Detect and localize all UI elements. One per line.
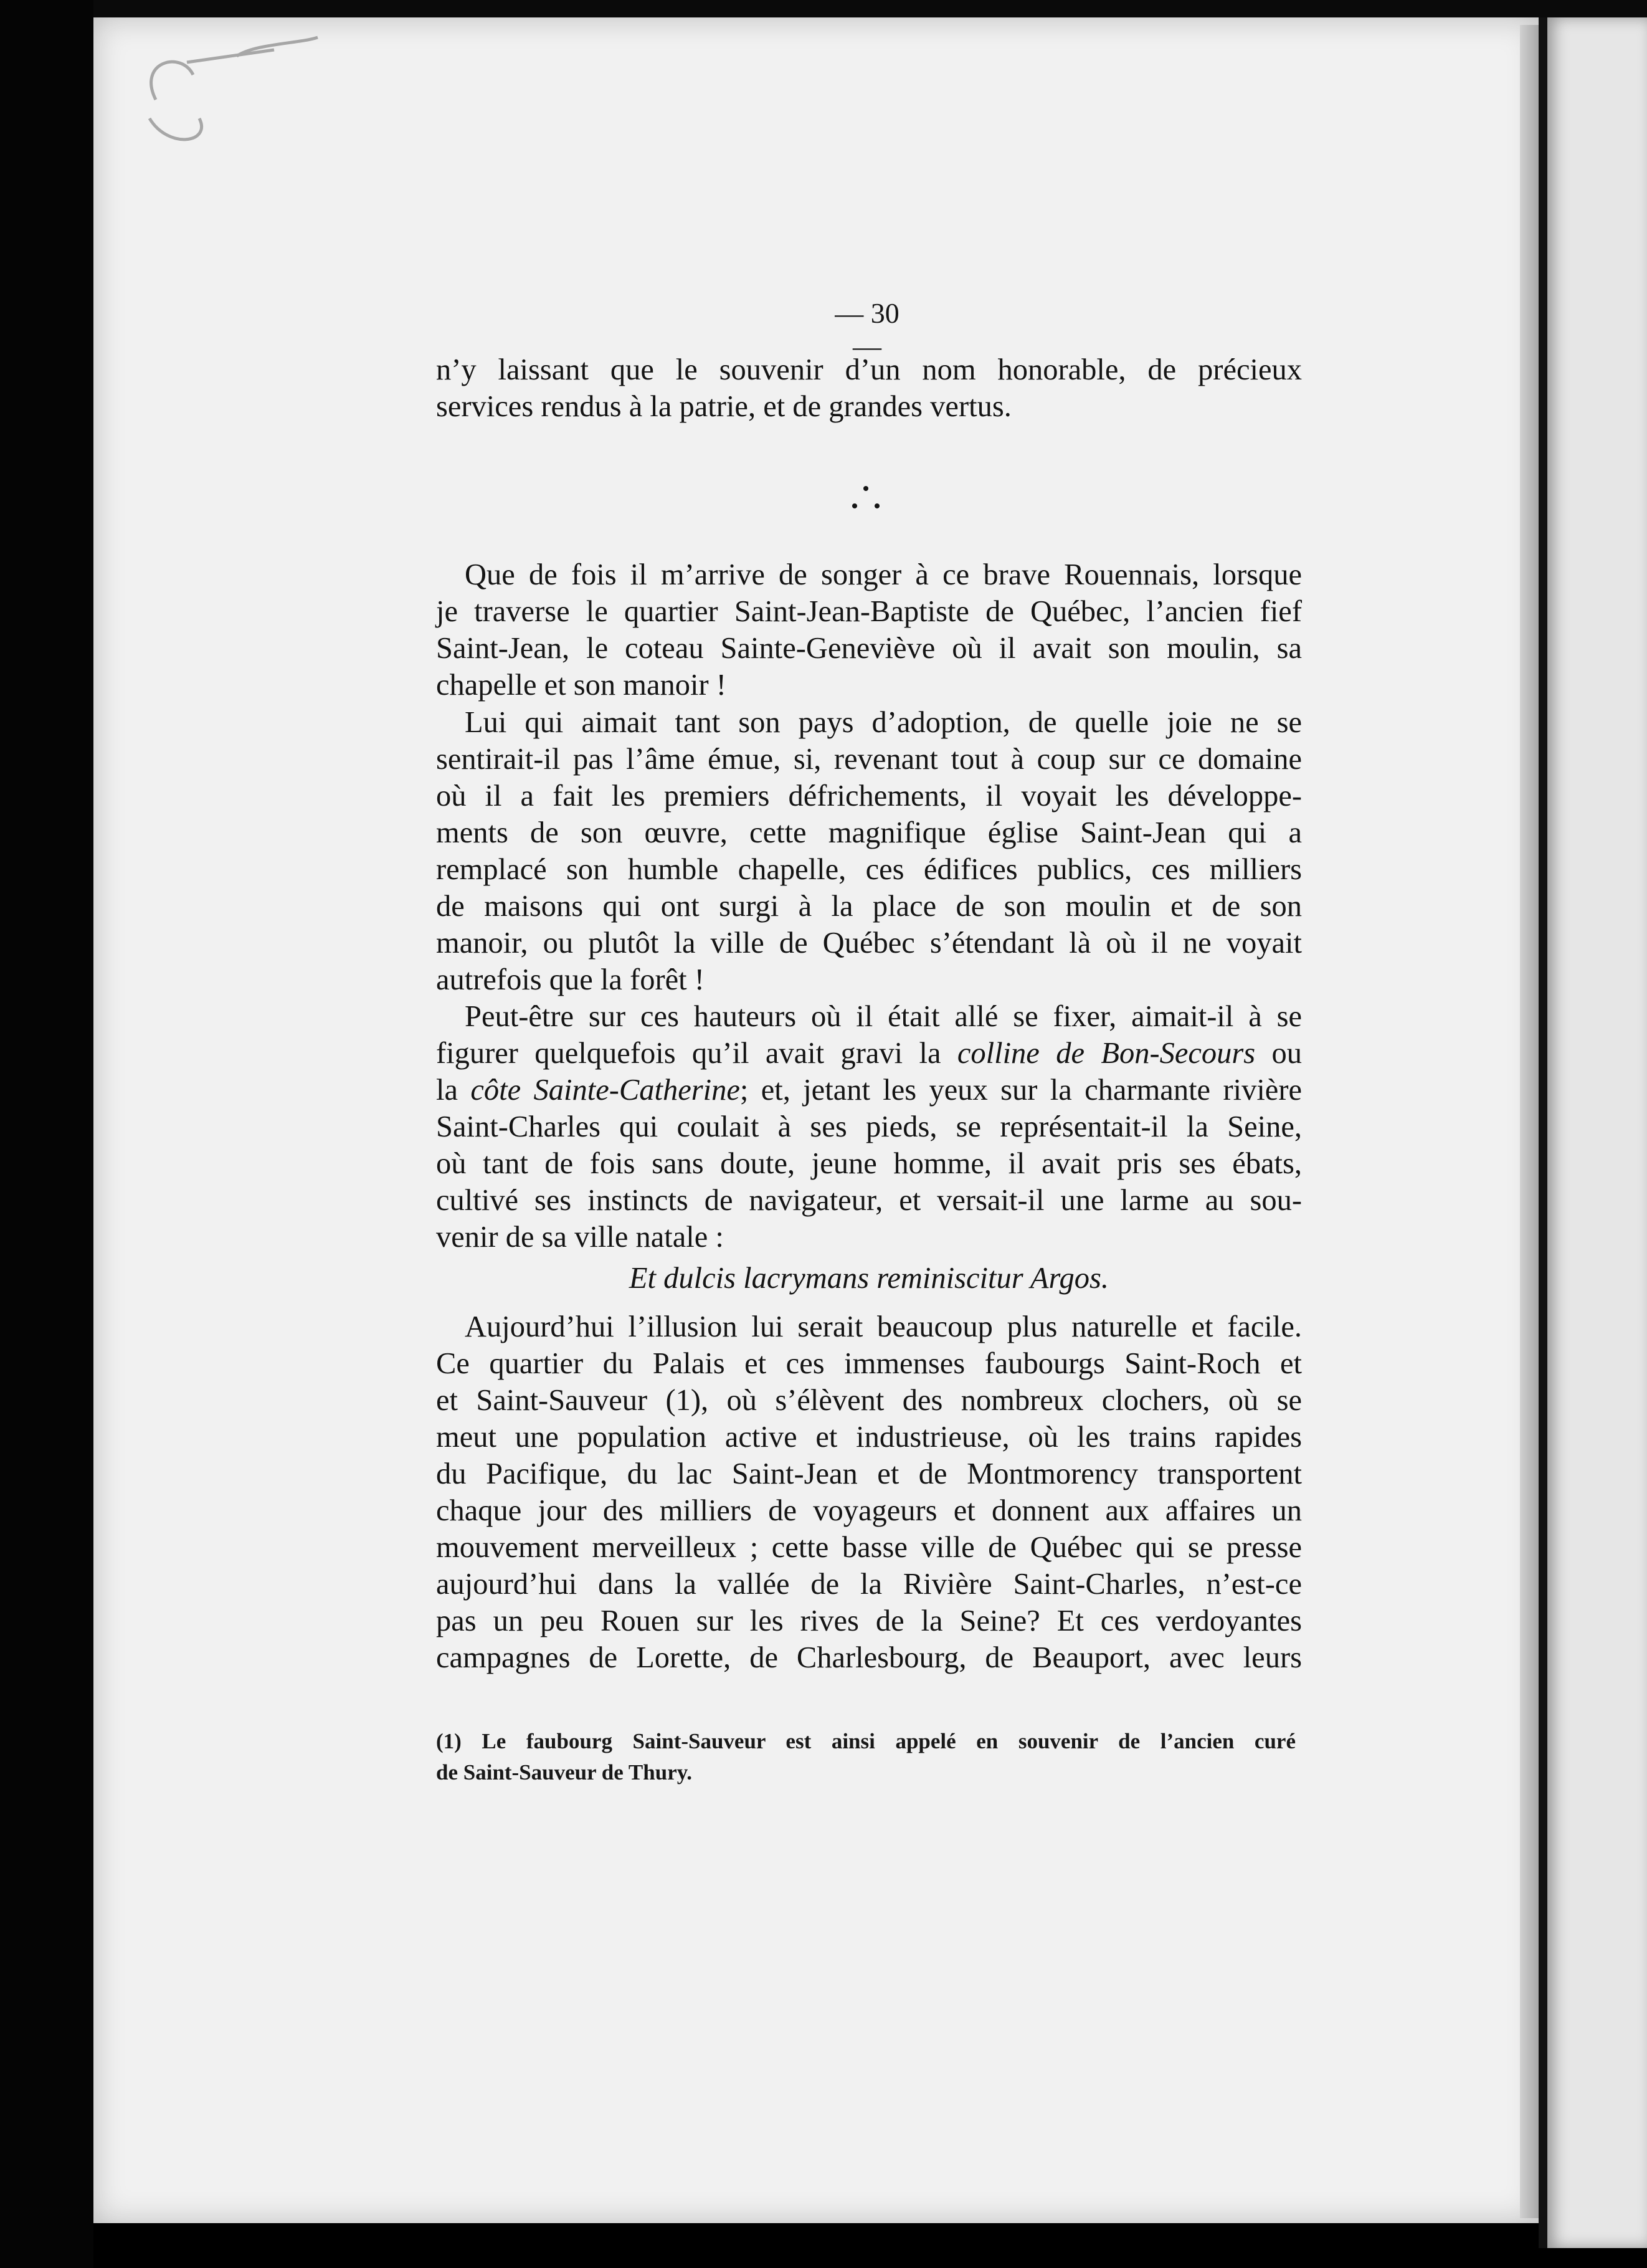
- text-line: remplacé son humble chapelle, ces édifices publics, ces milliers: [436, 853, 1302, 886]
- text-line: chapelle et son manoir !: [436, 669, 726, 702]
- text-line: campagnes de Lorette, de Charlesbourg, de Beauport, avec leurs: [436, 1641, 1302, 1674]
- book-gutter: [1539, 17, 1547, 2248]
- text-line: où il a fait les premiers défrichements, il voyait les développe-: [436, 779, 1302, 812]
- text-line: du Pacifique, du lac Saint-Jean et de Montmorency transportent: [436, 1457, 1302, 1490]
- quote-line: Et dulcis lacrymans reminiscitur Argos.: [629, 1262, 1109, 1295]
- text-line: [436, 1072, 1302, 1108]
- text-line: ments de son œuvre, cette magnifique église Saint-Jean qui a: [436, 816, 1302, 849]
- text-line: n’y laissant que le souvenir d’un nom honorable, de précieux: [436, 353, 1302, 386]
- text-span: ou: [1271, 1037, 1303, 1070]
- text-line: manoir, ou plutôt la ville de Québec s’étendant là où il ne voyait: [436, 927, 1302, 960]
- footnote-line: de Saint-Sauveur de Thury.: [436, 1760, 693, 1784]
- italic-place-name: côte Sainte-Catherine: [470, 1074, 740, 1107]
- text-line: Saint-Charles qui coulait à ses pieds, se représentait-il la Seine,: [436, 1110, 1302, 1143]
- text-span: la: [436, 1074, 458, 1107]
- text-line: Aujourd’hui l’illusion lui serait beaucoup plus naturelle et facile.: [465, 1310, 1302, 1343]
- text-line: Peut-être sur ces hauteurs où il était allé se fixer, aimait-il à se: [465, 1000, 1302, 1033]
- text-line: et Saint-Sauveur (1), où s’élèvent des nombreux clochers, où se: [436, 1384, 1302, 1417]
- paragraph-2: [436, 704, 1302, 998]
- text-line: cultivé ses instincts de navigateur, et versait-il une larme au sou-: [436, 1184, 1302, 1217]
- paragraph-3: [436, 998, 1302, 1256]
- text-line: je traverse le quartier Saint-Jean-Baptiste de Québec, l’ancien fief: [436, 595, 1302, 628]
- text-line: pas un peu Rouen sur les rives de la Seine? Et ces verdoyantes: [436, 1604, 1302, 1637]
- text-line: Saint-Jean, le coteau Sainte-Geneviève où il avait son moulin, sa: [436, 632, 1302, 665]
- scan-left-border: [0, 0, 93, 2268]
- latin-quotation: [436, 1260, 1302, 1297]
- page-number: — 30 —: [835, 297, 899, 362]
- text-line: autrefois que la forêt !: [436, 963, 705, 996]
- paragraph-4: [436, 1308, 1302, 1676]
- text-line: Ce quartier du Palais et ces immenses faubourgs Saint-Roch et: [436, 1347, 1302, 1380]
- next-page-edge: [1547, 17, 1647, 2248]
- continuation-paragraph: [436, 351, 1302, 425]
- text-line: aujourd’hui dans la vallée de la Rivière Saint-Charles, n’est-ce: [436, 1568, 1302, 1601]
- footnote: [436, 1726, 1296, 1788]
- text-span: ; et, jetant les yeux sur la charmante rivière: [739, 1074, 1302, 1107]
- text-line: venir de sa ville natale :: [436, 1221, 724, 1254]
- text-line: Lui qui aimait tant son pays d’adoption, de quelle joie ne se: [465, 706, 1302, 739]
- text-line: sentirait-il pas l’âme émue, si, revenant tout à coup sur ce domaine: [436, 743, 1302, 776]
- paragraph-1: [436, 556, 1302, 703]
- section-break-asterism: [847, 481, 885, 518]
- text-line: de maisons qui ont surgi à la place de son moulin et de son: [436, 890, 1302, 923]
- text-line: services rendus à la patrie, et de grandes vertus.: [436, 390, 1012, 423]
- footnote-line: (1) Le faubourg Saint-Sauveur est ainsi appelé en souvenir de l’ancien curé: [436, 1729, 1296, 1753]
- pencil-scribble: [112, 25, 336, 174]
- text-line: [436, 1035, 1302, 1072]
- text-line: meut une population active et industrieuse, où les trains rapides: [436, 1421, 1302, 1454]
- text-line: Que de fois il m’arrive de songer à ce brave Rouennais, lorsque: [465, 558, 1302, 591]
- text-line: chaque jour des milliers de voyageurs et donnent aux affaires un: [436, 1494, 1302, 1527]
- text-line: où tant de fois sans doute, jeune homme, il avait pris ses ébats,: [436, 1147, 1302, 1180]
- italic-place-name: colline de Bon-Secours: [957, 1037, 1256, 1070]
- text-line: mouvement merveilleux ; cette basse ville de Québec qui se presse: [436, 1531, 1302, 1564]
- text-span: figurer quelquefois qu’il avait gravi la: [436, 1037, 941, 1070]
